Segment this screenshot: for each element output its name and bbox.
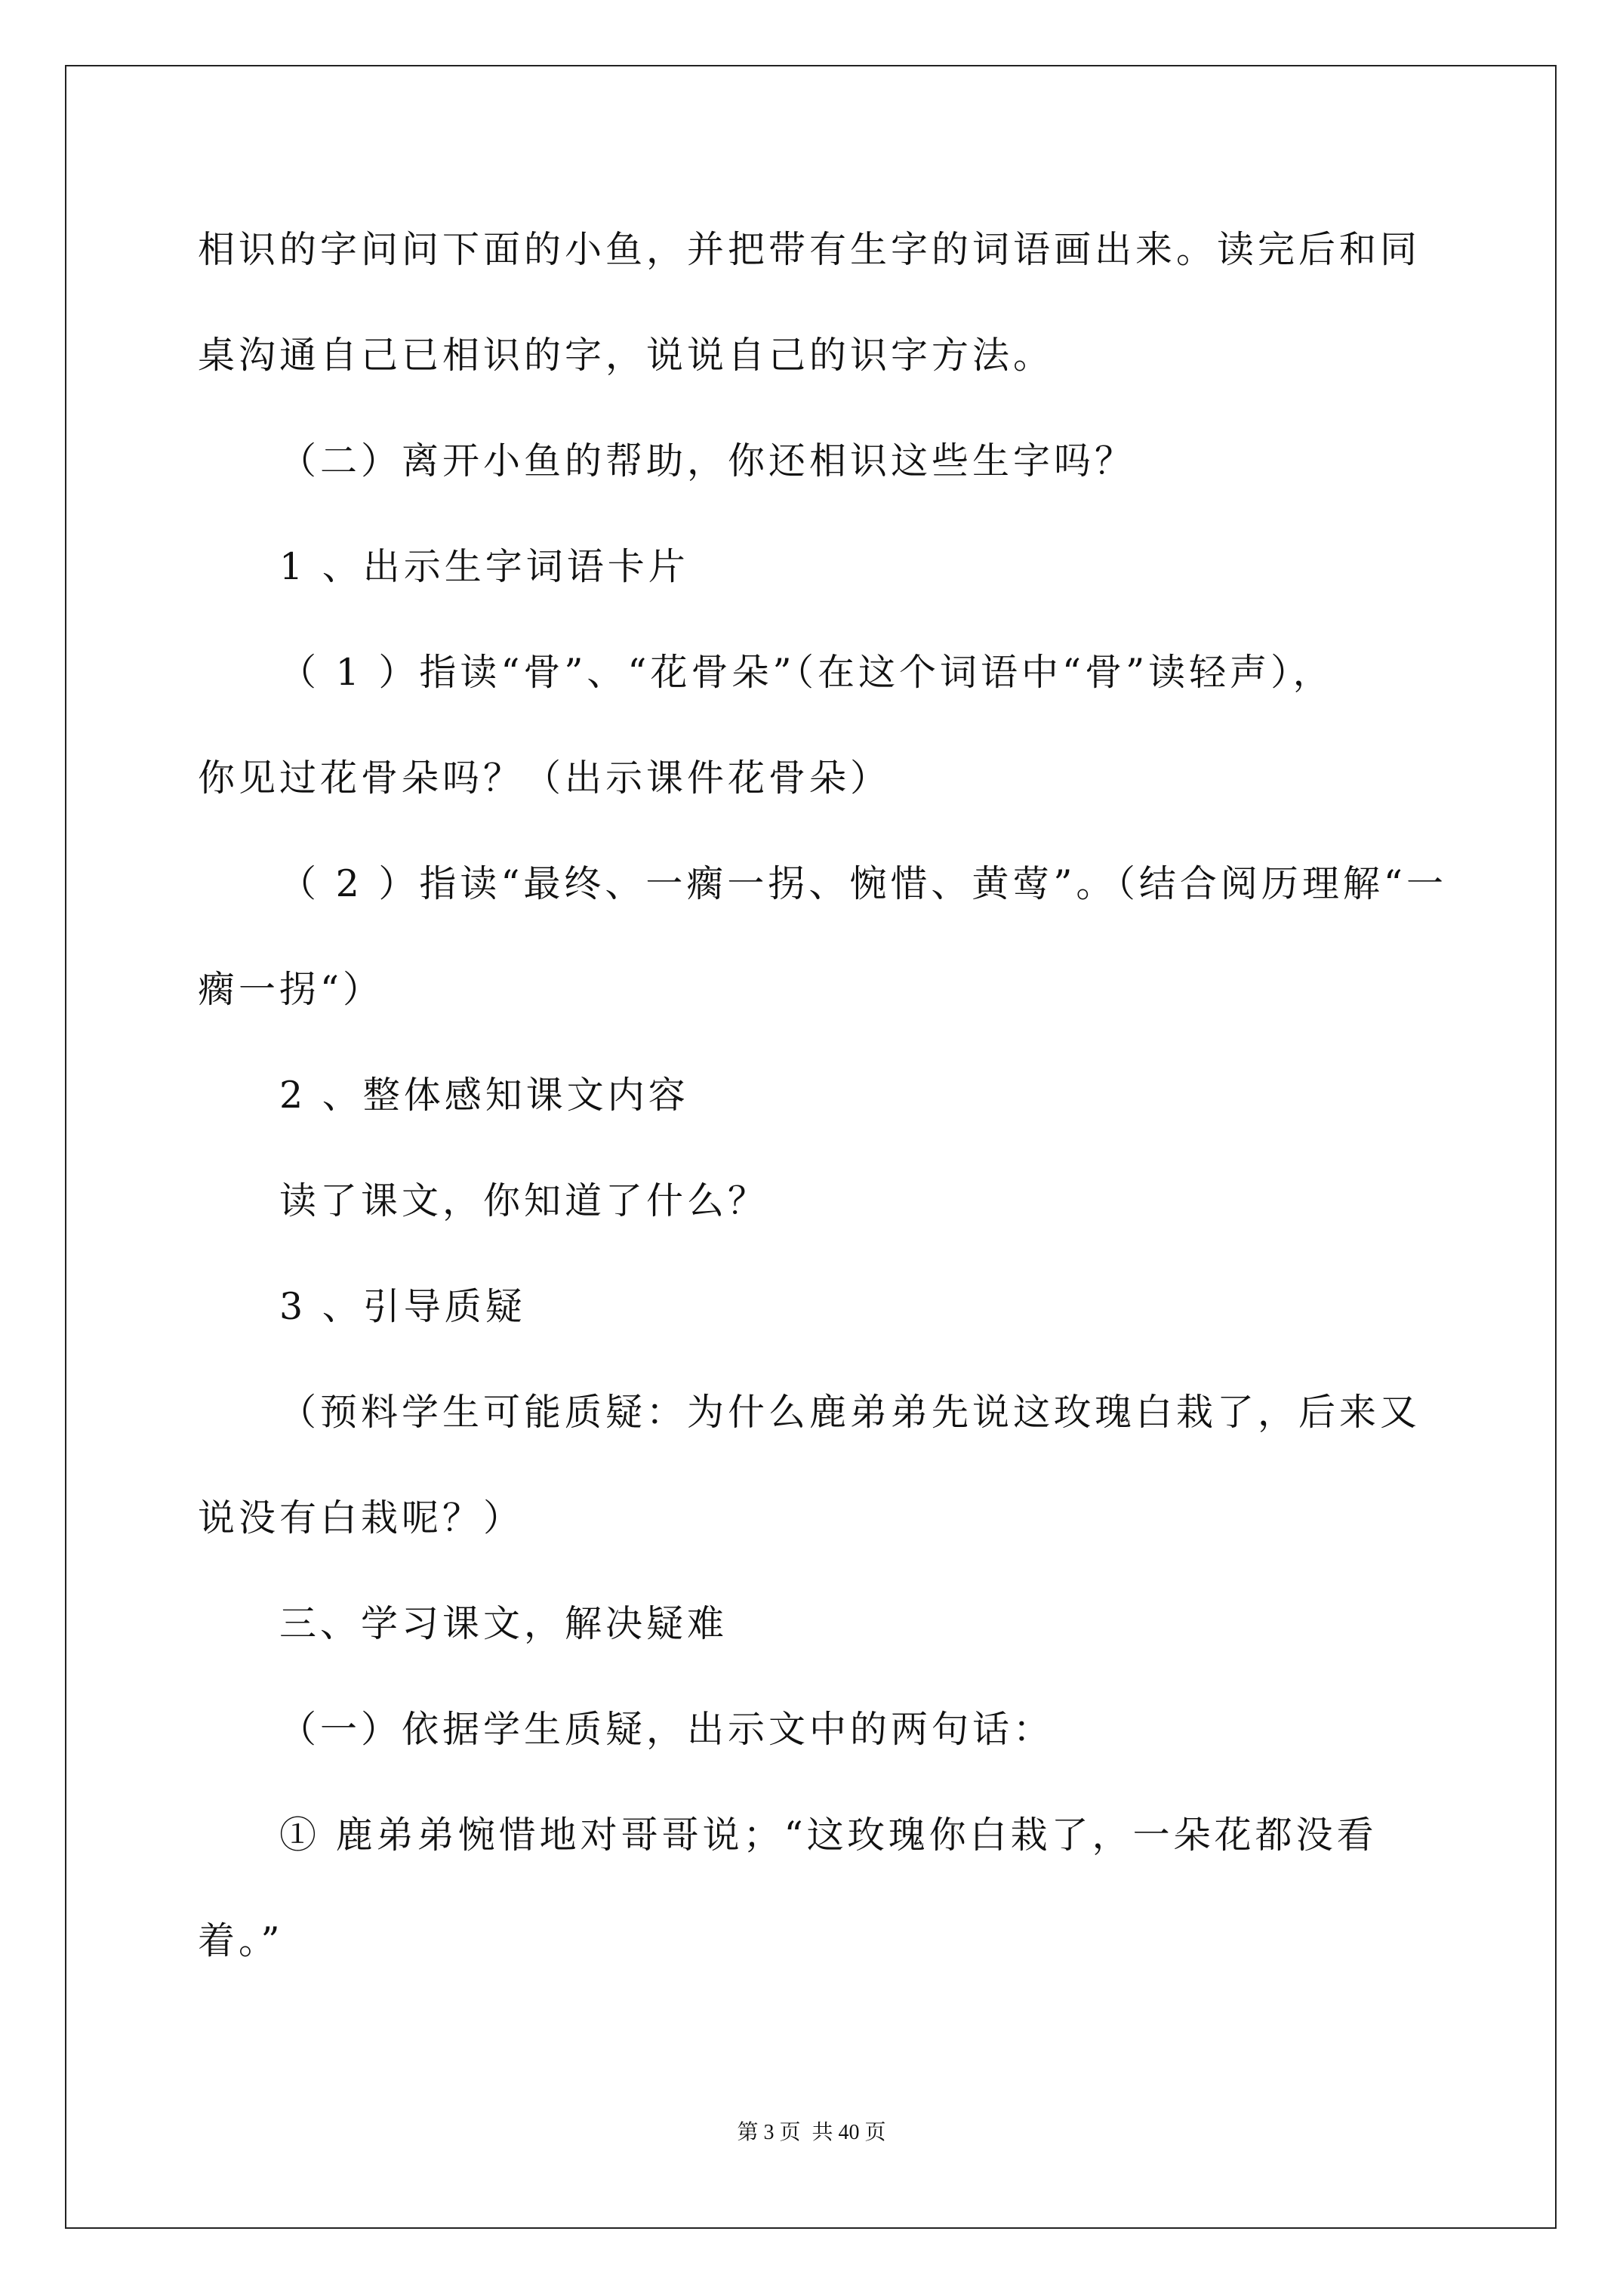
text-line: 瘸一拐“） — [198, 968, 384, 1011]
text-line: 1 、出示生字词语卡片 — [279, 545, 689, 588]
text-line: （ 1 ）指读“骨”、“花骨朵”（在这个词语中“骨”读轻声）， — [279, 651, 1334, 694]
text-line: 说没有白栽呢？） — [198, 1496, 525, 1539]
text-line: 你见过花骨朵吗？（出示课件花骨朵） — [198, 757, 892, 800]
text-line: ① 鹿弟弟惋惜地对哥哥说；“这玫瑰你白栽了，一朵花都没看 — [279, 1814, 1378, 1857]
text-line: 相识的字问问下面的小鱼，并把带有生字的词语画出来。读完后和同 — [198, 228, 1421, 271]
text-line: 着。” — [198, 1919, 284, 1962]
page-total: 共 40 页 — [812, 2121, 886, 2144]
text-line: （ 2 ）指读“最终、一瘸一拐、惋惜、黄莺”。（结合阅历理解“一 — [279, 862, 1447, 905]
text-line: 3 、引导质疑 — [279, 1285, 526, 1328]
text-line: 桌沟通自己已相识的字，说说自己的识字方法。 — [198, 334, 1055, 377]
text-line: 读了课文，你知道了什么？ — [279, 1179, 769, 1222]
text-line: （二）离开小鱼的帮助，你还相识这些生字吗？ — [279, 439, 1136, 482]
page-border — [65, 65, 1557, 2229]
text-line: （预料学生可能质疑：为什么鹿弟弟先说这玫瑰白栽了，后来又 — [279, 1391, 1421, 1434]
text-line: （一）依据学生质疑，出示文中的两句话： — [279, 1708, 1055, 1751]
page-number: 第 3 页 — [737, 2121, 801, 2144]
text-line: 三、学习课文，解决疑难 — [279, 1602, 728, 1645]
text-line: 2 、整体感知课文内容 — [279, 1074, 689, 1117]
page-footer — [0, 2120, 1623, 2146]
